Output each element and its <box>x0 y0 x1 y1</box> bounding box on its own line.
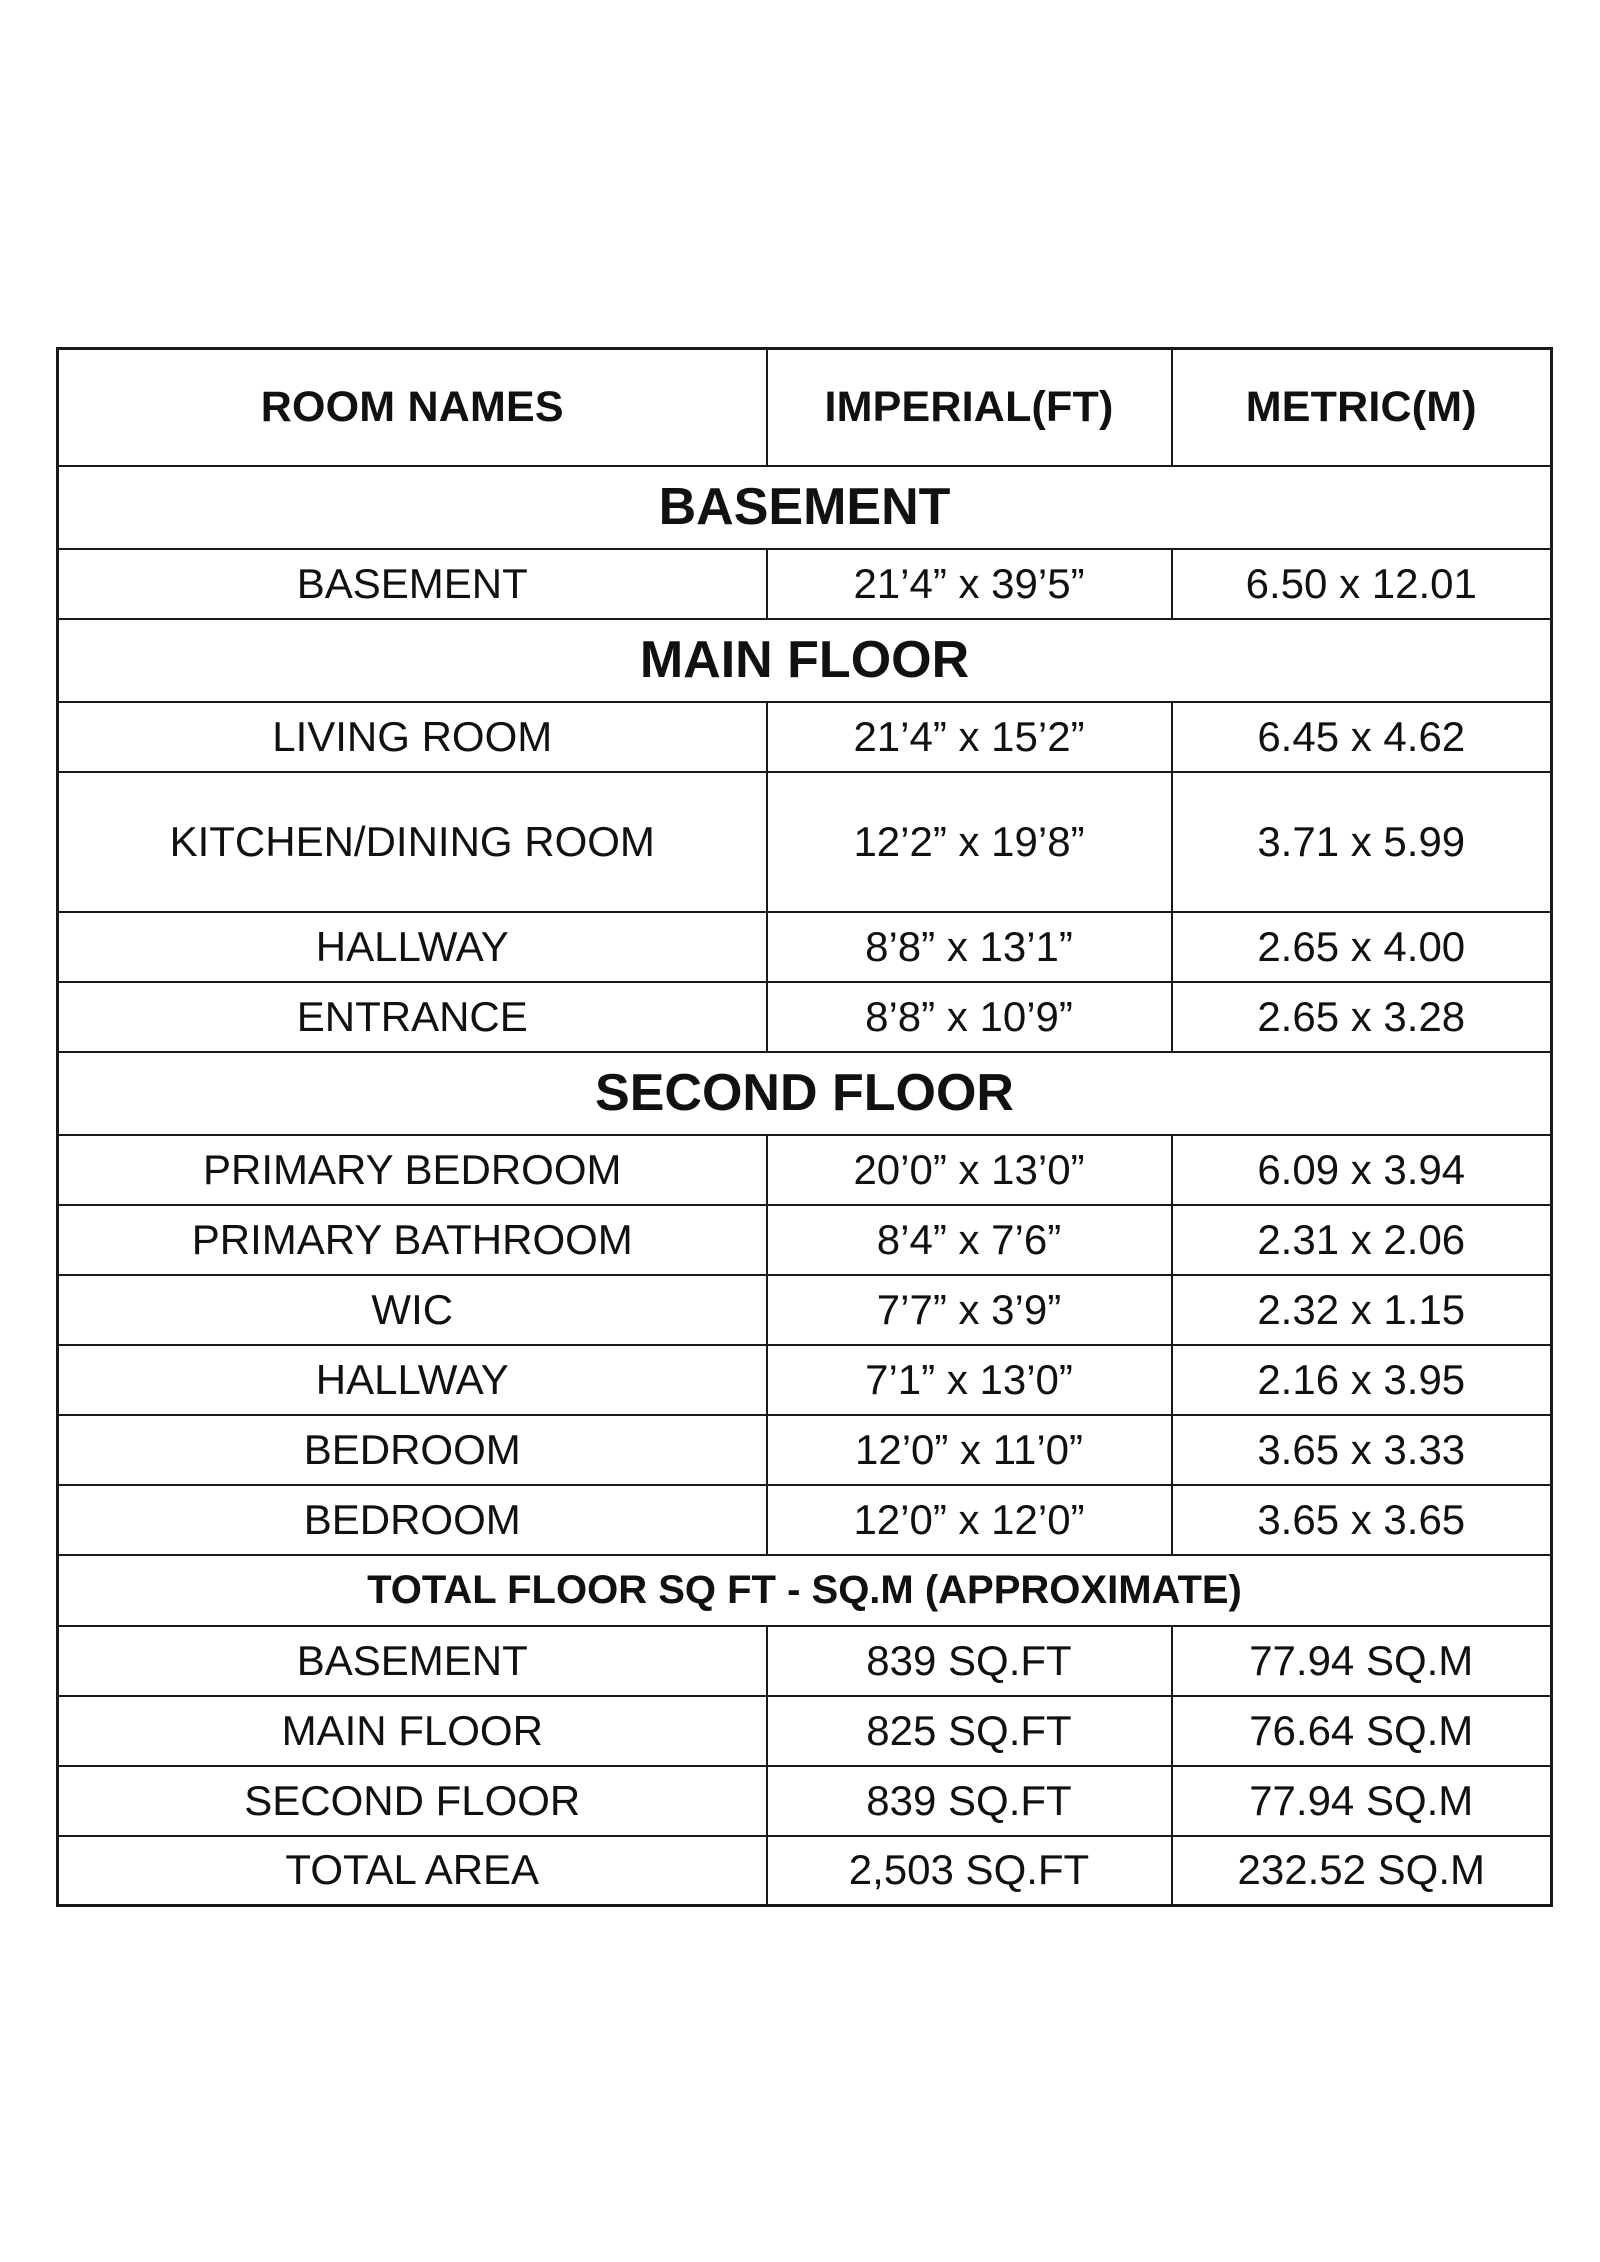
table-row <box>58 1415 1552 1485</box>
section-row-basement <box>58 466 1552 549</box>
table-row <box>58 1766 1552 1836</box>
section-row-second-floor <box>58 1052 1552 1135</box>
room-name: PRIMARY BATHROOM <box>58 1205 767 1275</box>
floor-name: MAIN FLOOR <box>58 1696 767 1766</box>
imperial-dimensions: 12’0” x 11’0” <box>767 1415 1172 1485</box>
floor-name: SECOND FLOOR <box>58 1766 767 1836</box>
metric-area: 77.94 SQ.M <box>1172 1626 1552 1696</box>
section-title: BASEMENT <box>58 466 1552 549</box>
imperial-dimensions: 7’1” x 13’0” <box>767 1345 1172 1415</box>
metric-dimensions: 3.71 x 5.99 <box>1172 772 1552 912</box>
metric-dimensions: 6.45 x 4.62 <box>1172 702 1552 772</box>
metric-dimensions: 3.65 x 3.65 <box>1172 1485 1552 1555</box>
room-dimensions-table <box>56 347 1553 1907</box>
table-row <box>58 549 1552 619</box>
table-row <box>58 1485 1552 1555</box>
table-row <box>58 772 1552 912</box>
table-row <box>58 1626 1552 1696</box>
header-room-names: ROOM NAMES <box>58 349 767 466</box>
room-name: WIC <box>58 1275 767 1345</box>
imperial-area: 825 SQ.FT <box>767 1696 1172 1766</box>
room-name: BASEMENT <box>58 549 767 619</box>
imperial-dimensions: 7’7” x 3’9” <box>767 1275 1172 1345</box>
metric-dimensions: 2.65 x 3.28 <box>1172 982 1552 1052</box>
metric-dimensions: 2.31 x 2.06 <box>1172 1205 1552 1275</box>
table-row <box>58 1135 1552 1205</box>
table-row <box>58 702 1552 772</box>
metric-dimensions: 6.50 x 12.01 <box>1172 549 1552 619</box>
header-metric: METRIC(M) <box>1172 349 1552 466</box>
imperial-area: 2,503 SQ.FT <box>767 1836 1172 1906</box>
imperial-dimensions: 12’2” x 19’8” <box>767 772 1172 912</box>
metric-dimensions: 2.16 x 3.95 <box>1172 1345 1552 1415</box>
imperial-dimensions: 20’0” x 13’0” <box>767 1135 1172 1205</box>
room-name: HALLWAY <box>58 912 767 982</box>
room-name: ENTRANCE <box>58 982 767 1052</box>
section-row-main-floor <box>58 619 1552 702</box>
imperial-area: 839 SQ.FT <box>767 1766 1172 1836</box>
room-name: BEDROOM <box>58 1485 767 1555</box>
table-row <box>58 912 1552 982</box>
table-row <box>58 1345 1552 1415</box>
room-name: HALLWAY <box>58 1345 767 1415</box>
table-row <box>58 1836 1552 1906</box>
imperial-dimensions: 8’8” x 10’9” <box>767 982 1172 1052</box>
table-row <box>58 1696 1552 1766</box>
imperial-area: 839 SQ.FT <box>767 1626 1172 1696</box>
table-row <box>58 1275 1552 1345</box>
metric-area: 77.94 SQ.M <box>1172 1766 1552 1836</box>
imperial-dimensions: 8’4” x 7’6” <box>767 1205 1172 1275</box>
imperial-dimensions: 12’0” x 12’0” <box>767 1485 1172 1555</box>
room-name: KITCHEN/DINING ROOM <box>58 772 767 912</box>
table-row <box>58 982 1552 1052</box>
metric-dimensions: 3.65 x 3.33 <box>1172 1415 1552 1485</box>
imperial-dimensions: 8’8” x 13’1” <box>767 912 1172 982</box>
metric-area: 232.52 SQ.M <box>1172 1836 1552 1906</box>
section-title: SECOND FLOOR <box>58 1052 1552 1135</box>
header-imperial: IMPERIAL(FT) <box>767 349 1172 466</box>
metric-dimensions: 2.65 x 4.00 <box>1172 912 1552 982</box>
floor-name: TOTAL AREA <box>58 1836 767 1906</box>
imperial-dimensions: 21’4” x 15’2” <box>767 702 1172 772</box>
metric-dimensions: 2.32 x 1.15 <box>1172 1275 1552 1345</box>
section-title: MAIN FLOOR <box>58 619 1552 702</box>
table-row <box>58 1205 1552 1275</box>
metric-area: 76.64 SQ.M <box>1172 1696 1552 1766</box>
table-header-row <box>58 349 1552 466</box>
section-row-totals <box>58 1555 1552 1626</box>
room-name: BEDROOM <box>58 1415 767 1485</box>
room-name: LIVING ROOM <box>58 702 767 772</box>
floor-name: BASEMENT <box>58 1626 767 1696</box>
imperial-dimensions: 21’4” x 39’5” <box>767 549 1172 619</box>
totals-title: TOTAL FLOOR SQ FT - SQ.M (APPROXIMATE) <box>58 1555 1552 1626</box>
metric-dimensions: 6.09 x 3.94 <box>1172 1135 1552 1205</box>
room-name: PRIMARY BEDROOM <box>58 1135 767 1205</box>
